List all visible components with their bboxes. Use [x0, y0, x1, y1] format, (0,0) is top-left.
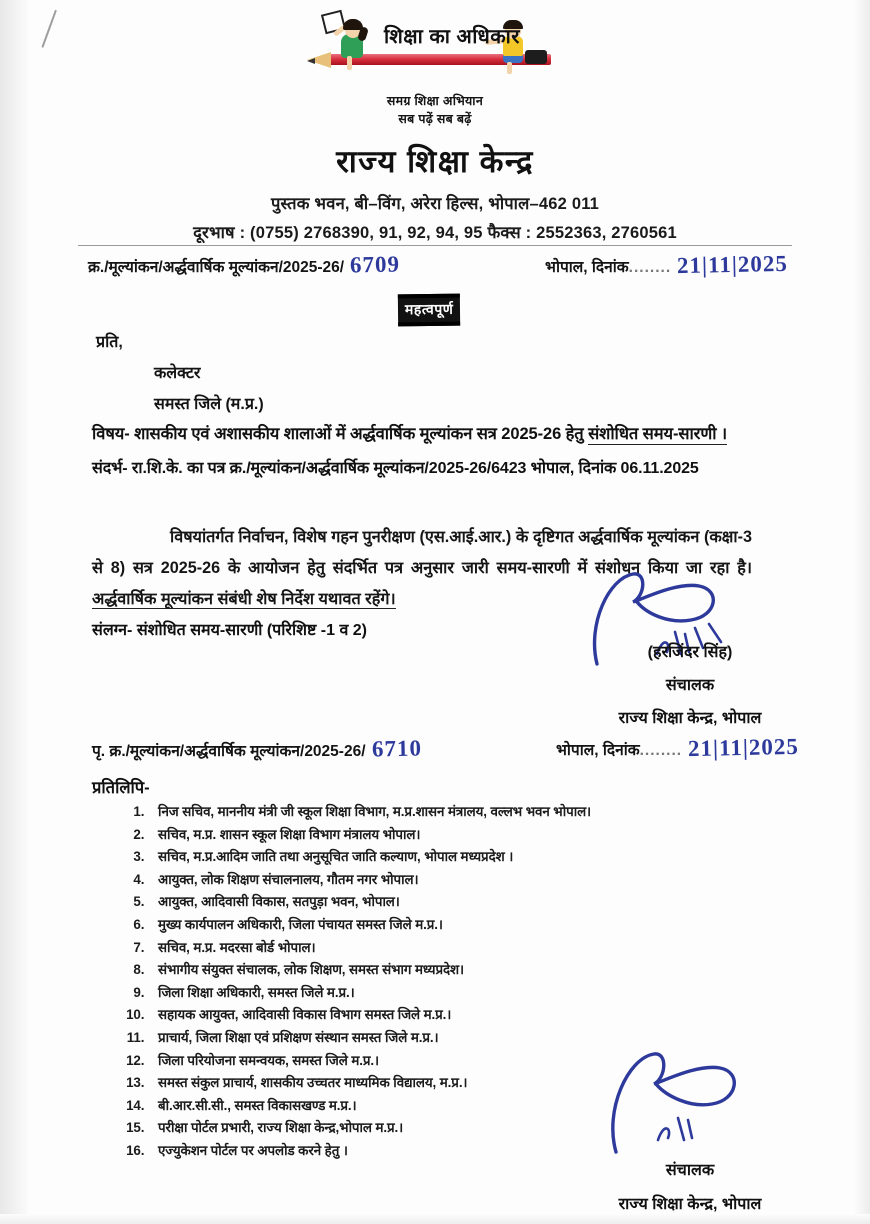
list-item: 7. सचिव, म.प्र. मदरसा बोर्ड भोपाल। — [148, 940, 768, 955]
important-stamp: महत्वपूर्ण — [398, 294, 461, 327]
body-paragraph-text: विषयांतर्गत निर्वाचन, विशेष गहन पुनरीक्षण (एस.आई.आर.) के दृष्टिगत अर्द्धवार्षिक मूल्यांकन (कक्षा-3 से 8) सत्र 2025-26 के आयोजन हेतु संदर्भित पत्र अनुसार जारी समय-सारणी में संशोधन किया जा रहा है। — [92, 528, 752, 577]
copy-reference-label: पृ. क्र./मूल्यांकन/अर्द्धवार्षिक मूल्यांकन/2025-26/ — [92, 743, 366, 760]
signature-mark-bottom — [600, 1040, 770, 1160]
letter-date-label: भोपाल, दिनांक — [545, 259, 629, 276]
list-item: 3. सचिव, म.प्र.आदिम जाति तथा अनुसूचित जाति कल्याण, भोपाल मध्यप्रदेश । — [148, 849, 768, 864]
source-reference-line — [92, 456, 822, 478]
logo-subtitle-1: समग्र शिक्षा अभियान — [386, 94, 484, 108]
list-item: 5. आयुक्त, आदिवासी विकास, सतपुड़ा भवन, भोपाल। — [148, 894, 768, 909]
pencil-lead-icon — [307, 58, 315, 64]
letter-date-handwritten: 21|11|2025 — [676, 250, 789, 279]
rte-logo — [0, 8, 870, 127]
enclosure-line: संलग्न- संशोधित समय-सारणी (परिशिष्ट -1 व 2) — [92, 622, 368, 639]
list-item: 10. सहायक आयुक्त, आदिवासी विकास विभाग समस्त जिले म.प्र.। — [148, 1007, 768, 1022]
reference-number — [88, 252, 400, 278]
girl-leg-icon — [347, 56, 352, 70]
organization-name: राज्य शिक्षा केन्द्र — [336, 144, 534, 179]
list-item: 8. संभागीय संयुक्त संचालक, लोक शिक्षण, समस्त संभाग मध्यप्रदेश। — [148, 962, 768, 977]
addressee-line-1: कलेक्टर — [154, 365, 201, 382]
subject-label: विषय- — [92, 425, 130, 443]
list-item: 2. सचिव, म.प्र. शासन स्कूल शिक्षा विभाग मंत्रालय भोपाल। — [148, 827, 768, 842]
addressee-to-label: प्रति, — [96, 334, 123, 351]
signatory-designation-bottom: संचालक — [665, 1162, 715, 1179]
addressee-line-2: समस्त जिले (म.प्र.) — [154, 396, 264, 413]
subject-text: शासकीय एवं अशासकीय शालाओं में अर्द्धवार्षिक मूल्यांकन सत्र 2025-26 हेतु — [134, 425, 589, 443]
schoolbag-icon — [525, 50, 547, 64]
list-item: 12. जिला परियोजना समन्वयक, समस्त जिले म.प्र.। — [148, 1053, 768, 1068]
signature-date-top — [556, 735, 799, 761]
signatory-designation: संचालक — [665, 677, 715, 694]
signatory-name: (हरजिंदर सिंह) — [647, 644, 733, 661]
list-item: 6. मुख्य कार्यपालन अधिकारी, जिला पंचायत समस्त जिले म.प्र.। — [148, 917, 768, 932]
list-item: 9. जिला शिक्षा अधिकारी, समस्त जिले म.प्र.। — [148, 985, 768, 1000]
list-item: 11. प्राचार्य, जिला शिक्षा एवं प्रशिक्षण संस्थान समस्त जिले म.प्र.। — [148, 1030, 768, 1045]
logo-subtitle-2: सब पढ़ें सब बढ़ें — [398, 112, 472, 126]
letterhead — [0, 140, 870, 243]
letter-date — [545, 252, 788, 278]
signature-date-dots: ........ — [639, 742, 683, 759]
reference-number-handwritten: 6709 — [349, 251, 401, 278]
signatory-office: राज्य शिक्षा केन्द्र, भोपाल — [618, 710, 762, 727]
date-dotted-line: ........ — [628, 259, 672, 276]
reference-row — [88, 252, 788, 278]
signature-date-label: भोपाल, दिनांक — [556, 742, 640, 759]
scan-edge-bottom — [0, 1214, 870, 1224]
organization-phone: दूरभाष : (0755) 2768390, 91, 92, 94, 95 फैक्स : 2552363, 2760561 — [193, 224, 677, 242]
copy-reference-handwritten: 6710 — [371, 735, 422, 762]
list-item: 4. आयुक्त, लोक शिक्षण संचालनालय, गौतम नगर भोपाल। — [148, 872, 768, 887]
list-item: 1. निज सचिव, माननीय मंत्री जी स्कूल शिक्षा विभाग, म.प्र.शासन मंत्रालय, वल्लभ भवन भोपाल। — [148, 804, 768, 819]
body-paragraph-underlined: अर्द्धवार्षिक मूल्यांकन संबंधी शेष निर्देश यथावत रहेंगे। — [92, 590, 396, 608]
header-divider — [78, 245, 792, 246]
copy-heading: प्रतिलिपि- — [92, 779, 150, 797]
signatory-office-bottom: राज्य शिक्षा केन्द्र, भोपाल — [618, 1196, 762, 1213]
list-item: 16. एज्युकेशन पोर्टल पर अपलोड करने हेतु । — [148, 1143, 768, 1158]
signature-block-bottom — [540, 1158, 840, 1214]
reference-number-label: क्र./मूल्यांकन/अर्द्धवार्षिक मूल्यांकन/2025-26/ — [88, 259, 345, 276]
copy-reference-number — [92, 736, 422, 762]
logo-artwork — [285, 8, 585, 86]
subject-line — [92, 421, 802, 444]
boy-leg-icon — [507, 62, 512, 74]
signature-date-handwritten: 21|11|2025 — [687, 733, 800, 762]
list-item: 13. समस्त संकुल प्राचार्य, शासकीय उच्चतर माध्यमिक विद्यालय, म.प्र.। — [148, 1075, 768, 1090]
source-reference-label: संदर्भ- — [92, 460, 128, 477]
logo-title: शिक्षा का अधिकार — [384, 26, 520, 48]
addressee-block — [96, 330, 264, 414]
subject-text-underlined: संशोधित समय-सारणी । — [588, 425, 728, 443]
organization-address: पुस्तक भवन, बी–विंग, अरेरा हिल्स, भोपाल–462 011 — [270, 195, 600, 213]
source-reference-text: रा.शि.के. का पत्र क्र./मूल्यांकन/अर्द्धवार्षिक मूल्यांकन/2025-26/6423 भोपाल, दिनांक 06.11.2025 — [131, 460, 699, 477]
list-item: 14. बी.आर.सी.सी., समस्त विकासखण्ड म.प्र.। — [148, 1098, 768, 1113]
list-item: 15. परीक्षा पोर्टल प्रभारी, राज्य शिक्षा केन्द्र,भोपाल म.प्र.। — [148, 1120, 768, 1135]
signature-block-top — [540, 640, 840, 728]
